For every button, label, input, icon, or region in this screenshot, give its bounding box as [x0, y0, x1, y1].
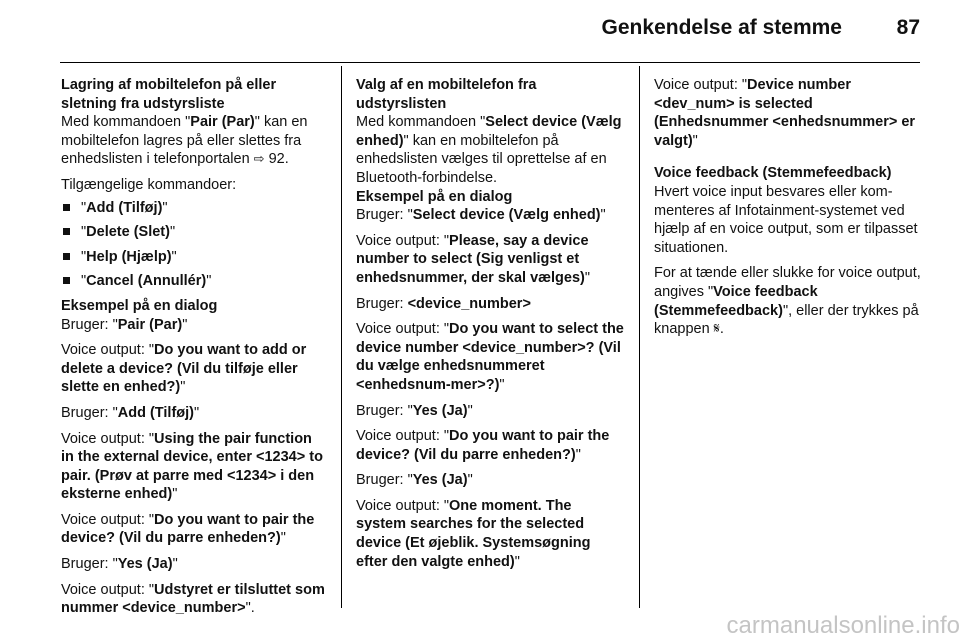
dialog-line: Bruger: "Yes (Ja)": [356, 402, 473, 419]
text: " kan en mobiltelefon på enhedslisten vælges til oprettelse af en Bluetooth-forbindelse.: [356, 132, 607, 186]
command-voice-feedback: Voice feedback (Stemmefeedback): [654, 283, 818, 319]
dialog-line: Voice output: "Please, say a device number to select (Sig venligst et enhedsnummer, der skal vælges)": [356, 232, 591, 286]
speaker: Bruger:: [356, 295, 408, 312]
voice-button-icon: 𝄋: [713, 321, 720, 338]
speaker: Voice output:: [356, 497, 444, 514]
list-item: "Delete (Slet)": [61, 223, 327, 242]
speaker: Bruger:: [61, 556, 113, 573]
example-heading: Eksempel på en dialog: [61, 297, 218, 314]
text: ", eller der trykkes på knappen: [654, 302, 919, 338]
utterance: Add (Tilføj): [117, 404, 194, 421]
command-label: Cancel (Annullér): [86, 273, 207, 290]
page-number: 87: [896, 16, 920, 39]
command-select-device: Select device (Vælg enhed): [356, 114, 622, 149]
utterance: <device_number>: [407, 295, 531, 312]
utterance: Do you want to add or delete a device? (Vil du tilføje eller slette en enhed?): [61, 342, 307, 396]
list-item: "Cancel (Annullér)": [61, 272, 327, 291]
utterance: Yes (Ja): [117, 556, 173, 573]
command-label: Help (Hjælp): [86, 248, 172, 265]
speaker: Voice output:: [356, 232, 444, 249]
utterance: Select device (Vælg enhed): [412, 207, 601, 224]
utterance: Yes (Ja): [412, 402, 468, 419]
dialog-line: Voice output: "One moment. The system searches for the selected device (Et øjeblik. Systemsøgning efter den valgte enhed)": [356, 497, 591, 570]
speaker: Voice output:: [356, 321, 444, 338]
bullet-square-icon: [63, 277, 70, 284]
bullet-square-icon: [63, 204, 70, 211]
dialog-line: Voice output: "Do you want to add or delete a device? (Vil du tilføje eller slette en enhed?)": [61, 342, 307, 396]
utterance: Using the pair function in the external device, enter <1234> to pair. (Prøv at parre med <1234> i den eksterne enhed): [61, 430, 323, 503]
column-1: [61, 76, 327, 618]
utterance: Do you want to select the device number <device_number>? (Vil du vælge enhedsnummeret <enhedsnum-mer>?): [356, 321, 624, 393]
header-rule: [60, 62, 920, 63]
column-2: [356, 76, 624, 571]
speaker: Voice output:: [61, 342, 149, 359]
dialog-line: Voice output: "Device number <dev_num> is selected (Enhedsnummer <enhedsnummer> er valgt)": [654, 77, 916, 149]
dialog-line: Voice output: "Do you want to select the device number <device_number>? (Vil du vælge enhedsnummeret <enhedsnum-mer>?)": [356, 321, 624, 393]
command-label: Delete (Slet): [86, 224, 170, 241]
dialog-line: Bruger: "Add (Tilføj)": [61, 404, 200, 421]
speaker: Voice output:: [356, 428, 444, 445]
utterance: One moment. The system searches for the selected device (Et øjeblik. Systemsøgning efter den valgte enhed): [356, 497, 591, 570]
dialog-line: Voice output: "Using the pair function in the external device, enter <1234> to pair. (Prøv at parre med <1234> i den eksterne enhed)": [61, 430, 323, 503]
utterance: Yes (Ja): [412, 472, 468, 489]
pairing-description: [61, 113, 327, 169]
command-pair: Pair (Par): [190, 114, 255, 131]
chapter-title: Genkendelse af stemme: [601, 16, 842, 39]
command-list: [61, 199, 327, 291]
utterance: Please, say a device number to select (Sig venligst et enhedsnummer, der skal vælges): [356, 232, 589, 286]
speaker: Bruger:: [356, 402, 408, 419]
section-heading-select-device: Valg af en mobiltelefon fra udstyrslisten: [356, 77, 537, 112]
utterance: Pair (Par): [117, 316, 183, 333]
list-item: "Help (Hjælp)": [61, 248, 327, 267]
dialog-line: Bruger: "Yes (Ja)": [356, 472, 473, 489]
dialog-line: Bruger: "Pair (Par)": [61, 316, 188, 333]
column-divider-1: [341, 66, 342, 608]
dialog-line: Voice output: "Do you want to pair the device? (Vil du parre enheden?)": [61, 511, 315, 547]
select-device-description: [356, 113, 624, 187]
page-reference: 92.: [268, 151, 289, 168]
speaker: Bruger:: [61, 316, 113, 333]
speaker: Bruger:: [356, 472, 408, 489]
dialog-line: Bruger: "Select device (Vælg enhed)": [356, 207, 606, 224]
bullet-square-icon: [63, 228, 70, 235]
bullet-square-icon: [63, 253, 70, 260]
text: For at tænde eller slukke for voice output, angives ": [654, 265, 921, 300]
utterance: Do you want to pair the device? (Vil du parre enheden?): [356, 428, 610, 463]
text: Med kommandoen ": [61, 114, 191, 131]
text: .: [719, 321, 724, 338]
speaker: Voice output:: [61, 430, 149, 447]
speaker: Voice output:: [61, 511, 149, 528]
voice-feedback-toggle-description: [654, 264, 922, 338]
column-divider-2: [639, 66, 640, 608]
command-label: Add (Tilføj): [86, 199, 163, 216]
text: Med kommandoen ": [356, 114, 486, 131]
section-heading-voice-feedback: Voice feedback (Stemmefeedback): [654, 165, 892, 182]
watermark: carmanualsonline.info: [726, 612, 960, 639]
example-heading: Eksempel på en dialog: [356, 188, 513, 205]
utterance: Do you want to pair the device? (Vil du parre enheden?): [61, 511, 315, 547]
available-commands-label: Tilgængelige kommandoer:: [61, 176, 237, 193]
section-heading-pairing: Lagring af mobiltelefon på eller sletning fra udstyrsliste: [61, 77, 277, 112]
dialog-line: Voice output: "Do you want to pair the device? (Vil du parre enheden?)": [356, 428, 610, 463]
dialog-line: Voice output: "Udstyret er tilsluttet som nummer <device_number>".: [61, 581, 325, 617]
utterance: Device number <dev_num> is selected (Enhedsnummer <enhedsnummer> er valgt): [654, 77, 916, 149]
page-reference-icon: ⇨: [253, 151, 265, 167]
speaker: Bruger:: [61, 404, 113, 421]
speaker: Voice output:: [654, 77, 742, 93]
voice-feedback-description: Hvert voice input besvares eller kom-menteres af Infotainment-systemet ved hjælp af en voice output, som er tilpasset situationen.: [654, 183, 918, 256]
list-item: "Add (Tilføj)": [61, 199, 327, 218]
text: " kan en mobiltelefon lagres på eller slettes fra enhedslisten i telefonportalen: [61, 114, 308, 168]
utterance: Udstyret er tilsluttet som nummer <device_number>: [61, 581, 325, 617]
column-3: [654, 76, 922, 339]
speaker: Voice output:: [61, 581, 149, 598]
dialog-line: [356, 295, 624, 314]
dialog-line: Bruger: "Yes (Ja)": [61, 556, 178, 573]
speaker: Bruger:: [356, 207, 408, 224]
page-header: [0, 0, 960, 60]
